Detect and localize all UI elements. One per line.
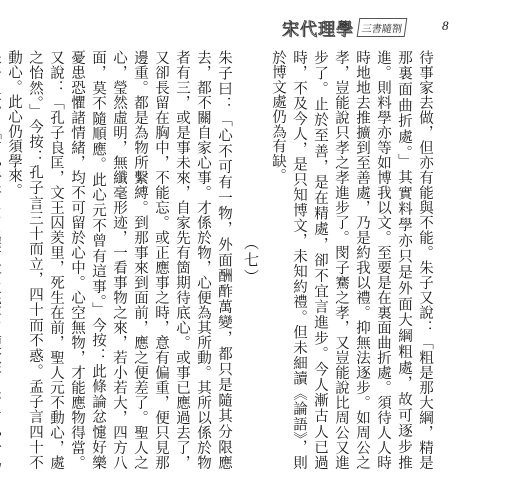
body-text [6, 50, 435, 470]
section-heading: （七） [242, 234, 260, 286]
page-number: 8 [442, 18, 449, 33]
paragraph-3 [0, 50, 3, 470]
running-header [282, 14, 432, 40]
paragraph-2: 朱子曰：「心不可有一物，外面酬酢萬變，都只是隨其分限應去，都不關自家心事。才係於物，心便為其所動。其所以係於物者有三，或是事未來，自家先有箇期待底心。或事已應過去了，又卻長留在胸中，不能忘。或正應事之時，意有偏重，便只見那邊重。都是為物所繫縛。到那事來到面前，應之便差了。聖人之心，瑩然虛明，無纖毫形迹，一看事物之來，若小若大，四方八面，莫不隨順應。此心元不曾有這事。」今按：此條論忿懥好樂憂患恐懼諸情緒，均不可留於心中。心空無物，才能應物得當。又說：「孔子良匡，文王囚羑里，死生在前，聖人元不動心，處之怡然。」今按：孔子言三十而立，四十而不惑。孟子言四十不動心。此心仍須學來。 [6, 50, 232, 470]
series-logo: 宋代理學 [282, 19, 354, 40]
series-tag: 三書隨劄 [357, 18, 408, 37]
paragraph-1: 待事家去做，但亦有能與不能。朱子又說：「粗是那大綱，精是那裏面曲折處。」其實料學亦只是外面大綱粗處，故可逐步推進。則料學亦等如博我以文。至要是在裏面曲折處。須待人人時時地地去推擴到至善處，乃是約我以禮。抑無法逐步。如周公之孝，豈能說只孝之孝進步了。閔子騫之孝，又豈能說比周公又進步了。止於至善，是在精處，卻不宜言進步。今人漸古人已過時，不及今人，是只知博文，未知約禮。但未細讀《論語》，則於博文處仍為有缺。 [270, 50, 433, 470]
